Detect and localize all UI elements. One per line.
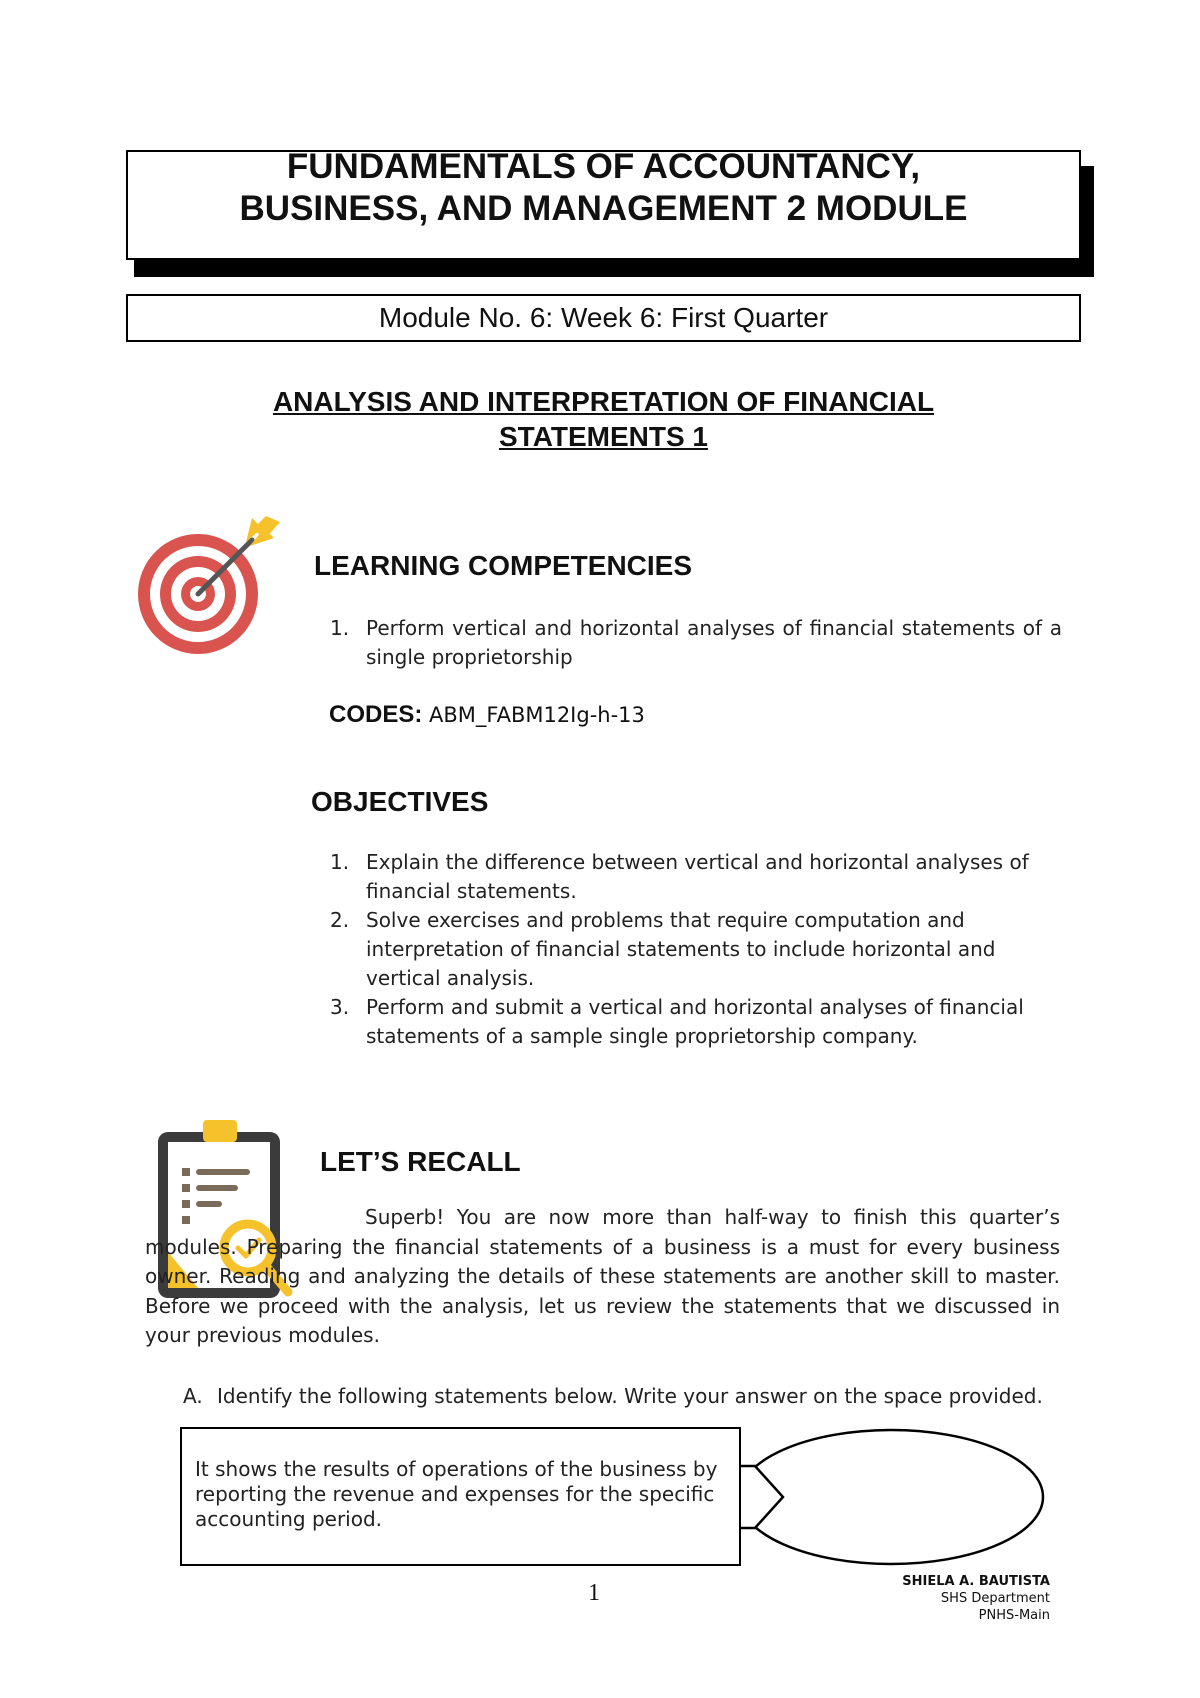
list-item bbox=[330, 906, 1060, 993]
lesson-title-line-1: ANALYSIS AND INTERPRETATION OF FINANCIAL bbox=[272, 386, 935, 417]
list-item bbox=[330, 614, 1062, 672]
list-item-text: Perform vertical and horizontal analyses of financial statements of a single proprietorship bbox=[366, 616, 1062, 669]
list-item-text: Explain the difference between vertical and horizontal analyses of financial statements. bbox=[366, 850, 1029, 903]
list-item bbox=[330, 848, 1060, 906]
author-name: SHIELA A. BAUTISTA bbox=[902, 1574, 1050, 1589]
learning-competencies-heading: LEARNING COMPETENCIES bbox=[314, 550, 693, 581]
codes-value: ABM_FABM12Ig-h-13 bbox=[429, 703, 645, 727]
target-icon bbox=[134, 508, 284, 658]
codes-line bbox=[329, 701, 645, 729]
lets-recall-paragraph bbox=[145, 1203, 1060, 1351]
lesson-title-line-2: STATEMENTS 1 bbox=[499, 421, 708, 452]
list-item-number: 3. bbox=[330, 995, 350, 1019]
lets-recall-heading: LET’S RECALL bbox=[320, 1146, 521, 1177]
module-info-box bbox=[126, 294, 1081, 342]
author-department: SHS Department bbox=[940, 1591, 1050, 1606]
list-item-text: Perform and submit a vertical and horizontal analyses of financial statements of a sample single proprietorship company. bbox=[366, 995, 1024, 1048]
module-info-text: Module No. 6: Week 6: First Quarter bbox=[378, 302, 829, 333]
list-item-number: 1. bbox=[330, 850, 350, 874]
answer-space[interactable] bbox=[735, 1426, 1055, 1568]
instruction-letter: A. bbox=[183, 1384, 203, 1408]
page-number: 1 bbox=[588, 1580, 600, 1606]
instruction-line bbox=[183, 1382, 1083, 1411]
module-title bbox=[126, 146, 1081, 230]
module-title-line-2: BUSINESS, AND MANAGEMENT 2 MODULE bbox=[239, 189, 968, 228]
author-block bbox=[880, 1573, 1050, 1624]
objectives-heading: OBJECTIVES bbox=[311, 786, 489, 817]
list-item bbox=[330, 993, 1060, 1051]
objectives-list bbox=[330, 848, 1060, 1051]
module-title-line-1: FUNDAMENTALS OF ACCOUNTANCY, bbox=[286, 147, 921, 186]
learning-competencies-list bbox=[330, 614, 1062, 672]
list-item-number: 1. bbox=[330, 616, 350, 640]
list-item-text: Solve exercises and problems that require computation and interpretation of financial statements to include horizontal and vertical analysis. bbox=[366, 908, 996, 990]
lesson-title bbox=[126, 384, 1081, 454]
lets-recall-paragraph-text: Superb! You are now more than half-way to finish this quarter’s modules. Preparing the financial statements of a business is a must for every business owner. Reading and analyzing the details of these statements are another skill to master. Before we proceed with the analysis, let us review the statements that we discussed in your previous modules. bbox=[145, 1205, 1060, 1347]
list-item-number: 2. bbox=[330, 908, 350, 932]
codes-label: CODES: bbox=[329, 701, 423, 728]
author-school: PNHS-Main bbox=[978, 1608, 1050, 1623]
statement-text: It shows the results of operations of the business by reporting the revenue and expenses for the specific accounting period. bbox=[195, 1457, 718, 1531]
instruction-text: Identify the following statements below. Write your answer on the space provided. bbox=[217, 1384, 1043, 1408]
